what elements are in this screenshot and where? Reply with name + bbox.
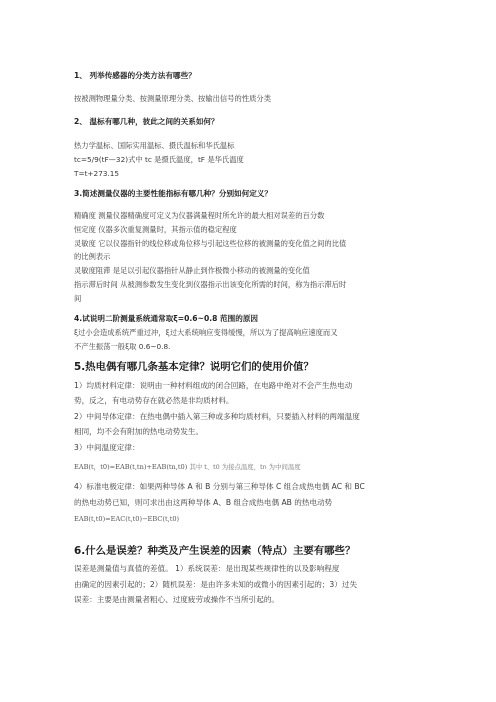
question-2-line-1: 热力学温标、国际实用温标、摄氏温标和华氏温标 — [74, 141, 235, 150]
question-3-line: 指示滞后时间 从被测参数发生变化到仪器指示出该变化所需的时间，称为指示滞后时 — [74, 280, 347, 289]
question-3-line: 间 — [74, 294, 82, 303]
question-6-line: 由确定的因素引起的；2）随机误差：是由许多未知的或微小的因素引起的；3）过失 — [74, 580, 358, 589]
question-5-line: 的热电动势已知，则可求出由这两种导体 A、B 组合成热电偶 AB 的热电动势 — [74, 498, 333, 507]
question-5-line: 势，反之，有电动势存在就必然是非均质材料。 — [74, 396, 234, 405]
question-3-line: 恒定度 仪器多次重复测量时，其指示值的稳定程度 — [74, 225, 237, 234]
question-5-line: 3）中间温度定律： — [74, 443, 140, 452]
question-3-line: 灵敏度阻滞 是足以引起仪器指针从静止到作极微小移动的被测量的变化值 — [74, 266, 310, 275]
question-4-title: 4.试说明二阶测量系统通常取ξ=0.6~0.8 范围的原因 — [74, 314, 259, 323]
question-4-line: 不产生振荡一般ξ取 0.6~0.8. — [74, 342, 171, 351]
formula-note: 其中 t、t0 为接点温度，tn 为中间温度 — [189, 463, 301, 471]
question-1-title: 1、 列举传感器的分类方法有哪些？ — [74, 71, 196, 80]
question-4-line: ξ过小会造成系统严重过冲，ξ过大系统响应变得缓慢，所以为了提高响应速度而又 — [74, 328, 338, 337]
question-3-title: 3.简述测量仪器的主要性能指标有哪几种？分别如何定义？ — [74, 189, 273, 198]
question-1-answer: 按被测物理量分类、按测量原理分类、按输出信号的性质分类 — [74, 94, 272, 103]
question-5-line: 4）标准电极定律：如果两种导体 A 和 B 分别与第三种导体 C 组合成热电偶 AC 和 BC — [74, 482, 365, 491]
question-6-line: 误差：主要是由测量者粗心、过度疲劳或操作不当所引起的。 — [74, 595, 280, 604]
intermediate-temperature-formula — [74, 461, 301, 471]
question-2-line-2: tc=5/9(tF—32)式中 tc 是摄氏温度，tF 是华氏温度 — [74, 155, 244, 164]
standard-electrode-formula: EAB(t,t0)=EAC(t,t0)−EBC(t,t0) — [74, 515, 180, 523]
question-5-line: 1）均质材料定律：说明由一种材料组成的闭合回路，在电路中绝对不会产生热电动 — [74, 381, 353, 390]
question-3-line: 灵敏度 它以仪器指针的线位移或角位移与引起这些位移的被测量的变化值之间的比值 — [74, 239, 347, 248]
formula-equation: EAB(t，t0)=EAB(t,tn)+EAB(tn,t0) — [74, 463, 188, 471]
question-2-title: 2、 温标有哪几种，彼此之间的关系如何？ — [74, 117, 219, 126]
question-5-line: 2）中间导体定律：在热电偶中插入第三种或多种均质材料，只要插入材料的两端温度 — [74, 412, 360, 421]
question-2-line-3: T=t+273.15 — [74, 169, 120, 178]
question-6-line: 误差是测量值与真值的差值。 1）系统误差：是出现某些规律性的以及影响程度 — [74, 564, 340, 573]
question-5-line: 相同，均不会有附加的热电动势发生。 — [74, 427, 204, 436]
question-5-title: 5.热电偶有哪几条基本定律？说明它们的使用价值？ — [74, 361, 314, 373]
question-3-line: 的比例表示 — [74, 252, 111, 261]
question-3-line: 精确度 测量仪器精确度可定义为仪器满量程时所允许的最大相对误差的百分数 — [74, 211, 325, 220]
question-6-title: 6.什么是误差？种类及产生误差的因素（特点）主要有哪些？ — [74, 545, 356, 557]
